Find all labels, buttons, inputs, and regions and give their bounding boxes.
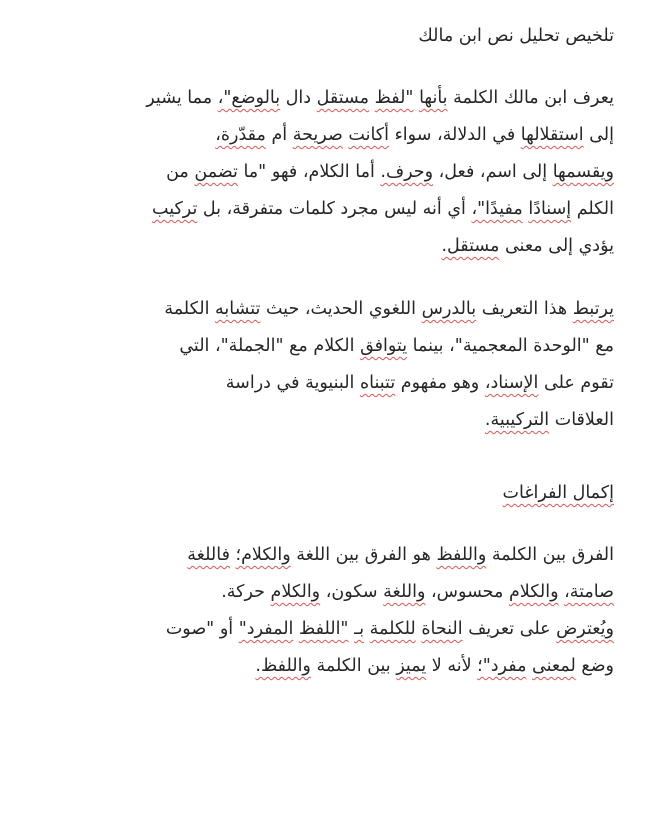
text-line: صامتة، والكلام محسوس، واللغة سكون، والكلام حركة. <box>221 582 614 602</box>
spellcheck-flagged-word: تضمن <box>194 162 238 182</box>
spellcheck-flagged-word: لمعنى <box>532 656 576 676</box>
spellcheck-flagged-word: وحرف. <box>380 162 434 182</box>
blank-line <box>40 511 614 537</box>
spellcheck-flagged-word: صامتة، <box>564 582 614 602</box>
spellcheck-flagged-word: المفرد" <box>238 619 294 639</box>
spellcheck-flagged-word: فاللغة <box>187 545 230 565</box>
spellcheck-flagged-word: واللغة <box>383 582 426 602</box>
text-line: يؤدي إلى معنى مستقل. <box>441 236 614 256</box>
spellcheck-flagged-word: واللفظ <box>436 545 487 565</box>
text-line: يرتبط هذا التعريف بالدرس اللغوي الحديث، حيث تتشابه الكلمة <box>164 299 614 319</box>
spellcheck-flagged-word: بالوضع"، <box>217 88 281 108</box>
paragraph-modern-linguistics <box>40 291 614 439</box>
spellcheck-flagged-word: استقلالها <box>520 125 584 145</box>
spellcheck-flagged-word: صريحة <box>292 125 343 145</box>
spellcheck-flagged-word: الإسناد، <box>484 373 539 393</box>
spellcheck-flagged-word: للكلمة <box>369 619 416 639</box>
spellcheck-flagged-word: بـ <box>354 619 365 639</box>
spellcheck-flagged-word: أكانت <box>348 125 389 145</box>
blank-line <box>40 265 614 291</box>
spellcheck-flagged-word: إكمال الفراغات <box>502 483 614 503</box>
section-heading <box>40 475 614 511</box>
text-line: ويُعترض على تعريف النحاة للكلمة بـ "اللفظ المفرد" أو "صوت <box>165 619 614 639</box>
spellcheck-flagged-word: يميز <box>396 656 427 676</box>
blank-line <box>40 54 614 80</box>
spellcheck-flagged-word: التركيبية. <box>484 410 550 430</box>
text-line: مع "الوحدة المعجمية"، بينما يتوافق الكلام مع "الجملة"، التي <box>179 336 614 356</box>
spellcheck-flagged-word: واللفظ. <box>255 656 311 676</box>
text-line: الكلم إسنادًا مفيدًا"، أي أنه ليس مجرد كلمات متفرقة، بل تركيب <box>152 199 614 219</box>
spellcheck-flagged-word: والكلام <box>508 582 559 602</box>
spellcheck-flagged-word: والكلام؛ <box>235 545 291 565</box>
spellcheck-flagged-word: يتوافق <box>360 336 408 356</box>
paragraph-fill-blanks <box>40 537 614 685</box>
spellcheck-flagged-word: تركيب <box>152 199 198 219</box>
spellcheck-flagged-word: النحاة <box>421 619 463 639</box>
spellcheck-flagged-word: مستقل <box>316 88 370 108</box>
spellcheck-flagged-word: ويقسمها <box>552 162 614 182</box>
spellcheck-flagged-word: ويُعترض <box>556 619 614 639</box>
document-body[interactable] <box>40 18 614 685</box>
spellcheck-flagged-word: بالدرس <box>421 299 477 319</box>
spellcheck-flagged-word: "لفظ <box>374 88 414 108</box>
spellcheck-flagged-word: والكلام <box>270 582 321 602</box>
spellcheck-flagged-word: مفيدًا"، <box>471 199 523 219</box>
text-line: العلاقات التركيبية. <box>484 410 614 430</box>
spellcheck-flagged-word: تتشابه <box>215 299 261 319</box>
paragraph-definition <box>40 80 614 265</box>
spellcheck-flagged-word: بأنها <box>419 88 448 108</box>
spellcheck-flagged-word: "اللفظ <box>298 619 349 639</box>
blank-line <box>40 439 614 475</box>
document-title: تلخيص تحليل نص ابن مالك <box>418 26 614 46</box>
text-line: وضع لمعنى مفرد"؛ لأنه لا يميز بين الكلمة واللفظ. <box>255 656 614 676</box>
spellcheck-flagged-word: يرتبط <box>572 299 614 319</box>
spellcheck-flagged-word: مقدّرة، <box>215 125 266 145</box>
spellcheck-flagged-word: إسنادًا <box>528 199 572 219</box>
text-line: تقوم على الإسناد، وهو مفهوم تتبناه البنيوية في دراسة <box>225 373 614 393</box>
text-line: الفرق بين الكلمة واللفظ هو الفرق بين اللغة والكلام؛ فاللغة <box>187 545 614 565</box>
spellcheck-flagged-word: تتبناه <box>359 373 396 393</box>
text-line: ويقسمها إلى اسم، فعل، وحرف. أما الكلام، فهو "ما تضمن من <box>166 162 614 182</box>
text-line: يعرف ابن مالك الكلمة بأنها "لفظ مستقل دال بالوضع"، مما يشير <box>146 88 614 108</box>
spellcheck-flagged-word: مفرد"؛ <box>477 656 527 676</box>
spellcheck-flagged-word: مستقل. <box>441 236 500 256</box>
text-line: إلى استقلالها في الدلالة، سواء أكانت صريحة أم مقدّرة، <box>215 125 614 145</box>
